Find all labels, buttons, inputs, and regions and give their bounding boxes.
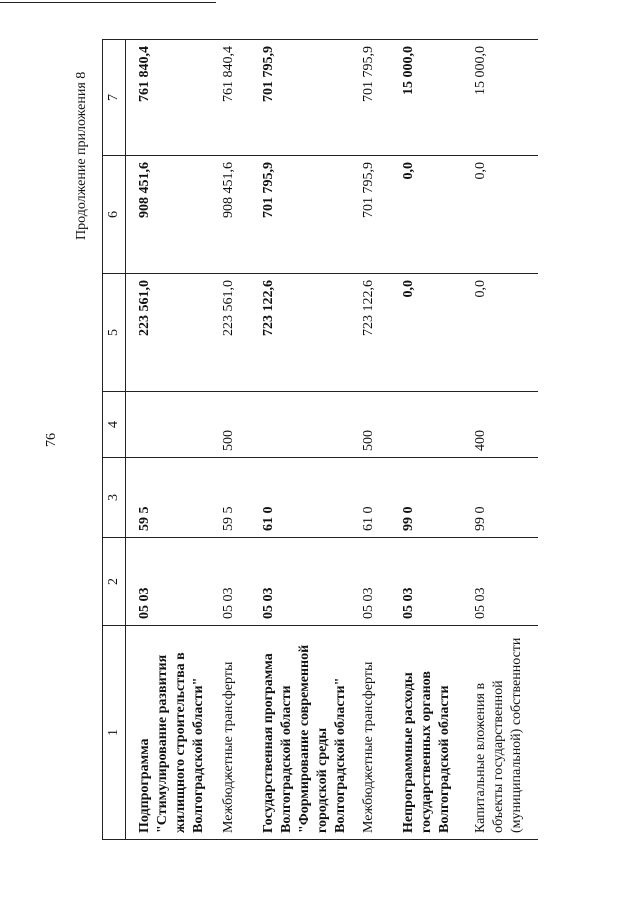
row-program-code: 61 0: [354, 458, 394, 538]
row-section-code: 05 03: [354, 538, 394, 626]
row-name: Капитальные вложения в объекты государственной (муниципальной) собственности: [466, 626, 538, 840]
col-header-6: 6: [103, 156, 126, 274]
row-value-col6: 701 795,9: [354, 156, 394, 274]
row-expense-type: [126, 392, 215, 458]
row-expense-type: 400: [466, 392, 538, 458]
table-row: [214, 40, 254, 840]
table-row: [254, 40, 354, 840]
row-value-col6: 0,0: [394, 156, 466, 274]
row-section-code: 05 03: [466, 538, 538, 626]
row-section-code: 05 03: [394, 538, 466, 626]
row-value-col7: 15 000,0: [466, 40, 538, 156]
table-row: [126, 40, 215, 840]
top-rule: [0, 2, 216, 3]
row-expense-type: 500: [354, 392, 394, 458]
row-program-code: 99 0: [466, 458, 538, 538]
table-row: [466, 40, 538, 840]
continuation-note: Продолжение приложения 8: [74, 71, 89, 240]
row-value-col6: 908 451,6: [214, 156, 254, 274]
row-name: Межбюджетные трансферты: [354, 626, 394, 840]
row-name: Государственная программа Волгоградской области "Формирование современной городской среды Волгоградской области": [254, 626, 354, 840]
col-header-7: 7: [103, 40, 126, 156]
row-value-col5: 723 122,6: [254, 274, 354, 392]
row-program-code: 59 5: [214, 458, 254, 538]
col-header-3: 3: [103, 458, 126, 538]
page-number: 76: [44, 433, 59, 447]
row-expense-type: [254, 392, 354, 458]
row-name: Непрограммные расходы государственных органов Волгоградской области: [394, 626, 466, 840]
col-header-4: 4: [103, 392, 126, 458]
header-row: [103, 40, 126, 840]
col-header-5: 5: [103, 274, 126, 392]
row-program-code: 99 0: [394, 458, 466, 538]
row-value-col6: 0,0: [466, 156, 538, 274]
row-program-code: 59 5: [126, 458, 215, 538]
row-value-col5: 0,0: [466, 274, 538, 392]
table-row: [354, 40, 394, 840]
row-expense-type: [394, 392, 466, 458]
row-value-col7: 761 840,4: [214, 40, 254, 156]
rotated-page: [10, 20, 610, 860]
row-value-col7: 761 840,4: [126, 40, 215, 156]
row-value-col5: 0,0: [394, 274, 466, 392]
row-program-code: 61 0: [254, 458, 354, 538]
table-row: [394, 40, 466, 840]
row-value-col7: 15 000,0: [394, 40, 466, 156]
row-name: Подпрограмма "Стимулирование развития жилищного строительства в Волгоградской области": [126, 626, 215, 840]
row-value-col7: 701 795,9: [254, 40, 354, 156]
row-section-code: 05 03: [214, 538, 254, 626]
row-value-col7: 701 795,9: [354, 40, 394, 156]
row-value-col5: 223 561,0: [126, 274, 215, 392]
row-expense-type: 500: [214, 392, 254, 458]
col-header-2: 2: [103, 538, 126, 626]
row-value-col5: 223 561,0: [214, 274, 254, 392]
row-value-col6: 701 795,9: [254, 156, 354, 274]
row-section-code: 05 03: [254, 538, 354, 626]
row-value-col5: 723 122,6: [354, 274, 394, 392]
budget-table: [102, 39, 538, 840]
col-header-1: 1: [103, 626, 126, 840]
row-value-col6: 908 451,6: [126, 156, 215, 274]
row-section-code: 05 03: [126, 538, 215, 626]
row-name: Межбюджетные трансферты: [214, 626, 254, 840]
